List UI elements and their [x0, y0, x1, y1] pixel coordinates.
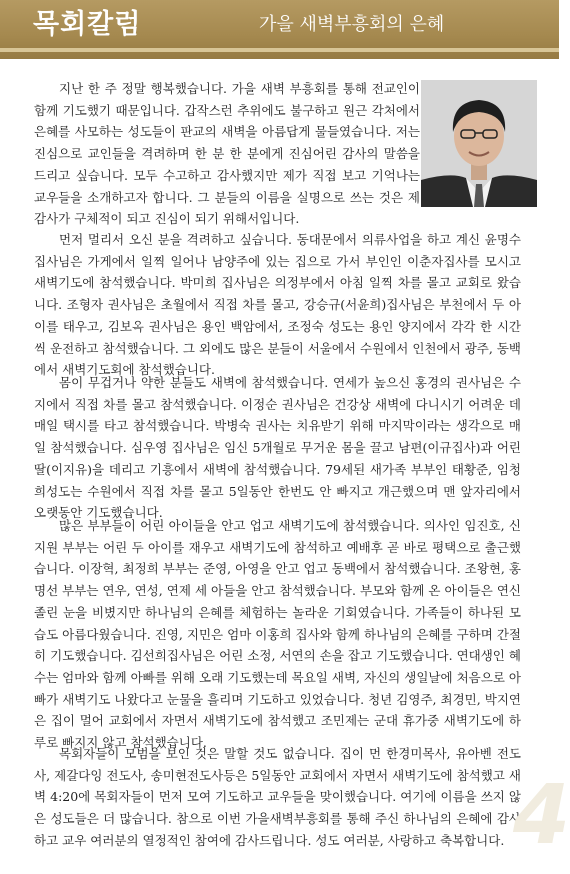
column-title: 목회칼럼	[33, 9, 142, 40]
paragraph-4: 많은 부부들이 어린 아이들을 안고 업고 새벽기도에 참석했습니다. 의사인 임진호, 신지원 부부는 어린 두 아이를 재우고 새벽기도에 참석하고 예배후 곧 바로 평택으로 출근했습니다. 이장혁, 최정희 부부는 준영, 아영을 안고 업고 동백에서 참석했습니다. 조왕현, 홍명선 부부는 연우, 연성, 연제 세 아들을 안고 참석했습니다. 부모와 함께 온 아이들은 연신 졸린 눈을 비볐지만 하나님의 은혜를 체험하는 놀라운 기회였습니다. 가족들이 하나된 모습도 아름다웠습니다. 진영, 지민은 엄마 이홍희 집사와 함께 하나님의 은혜를 구하며 간절히 기도했습니다. 김선희집사님은 어린 소정, 서연의 손을 잡고 기도했습니다. 연대생인 혜수는 엄마와 함께 아빠를 위해 오래 기도했는데 목요일 새벽, 자신의 생일날에 처음으로 아빠가 새벽기도 나왔다고 눈물을 흘리며 기도하고 있었습니다. 청년 김영주, 최경민, 박지연은 집이 멀어 교회에서 자면서 새벽기도에 참석했고 조민제는 군대 휴가중 새벽기도에 하루로 빠지지 않고 참석했습니다.	[34, 518, 521, 751]
header-stripe	[0, 48, 559, 52]
column-subtitle: 가을 새벽부흥회의 은혜	[259, 14, 445, 35]
pastor-photo	[421, 80, 537, 207]
column-header	[0, 0, 559, 59]
paragraph-3: 몸이 무겁거나 약한 분들도 새벽에 참석했습니다. 연세가 높으신 홍경의 권사님은 수지에서 직접 차를 몰고 참석했습니다. 이정순 권사님은 건강상 새벽에 다니시기 어려운 데 매일 택시를 타고 참석했습니다. 박병숙 권사는 치유받기 위해 마지막이라는 생각으로 매일 참석했습니다. 심우영 집사님은 임신 5개월로 무거운 몸을 끌고 남편(이규집사)과 어린 딸(이지유)을 데리고 기흥에서 새벽에 참석했습니다. 79세된 새가족 부부인 태황준, 임청희성도는 수원에서 직접 차를 몰고 5일동안 한번도 안 빠지고 개근했으며 맨 앞자리에서 오랫동안 기도했습니다.	[34, 375, 521, 521]
paragraph-1: 지난 한 주 정말 행복했습니다. 가을 새벽 부흥회를 통해 전교인이 함께 기도했기 때문입니다. 갑작스런 추위에도 불구하고 원근 각처에서 은혜를 사모하는 성도들이 판교의 새벽을 아름답게 물들였습니다. 저는 진심으로 교인들을 격려하며 한 분 한 분에게 진심어린 감사의 말씀을 드리고 싶습니다. 모두 수고하고 감사했지만 제가 직접 보고 기억나는 교우들을 소개하고자 합니다. 그 분들의 이름을 실명으로 쓰는 것은 제 감사가 구체적이 되고 진심이 되기 위해서입니다.	[34, 81, 420, 227]
paragraph-5: 목회자들이 모범을 보인 것은 말할 것도 없습니다. 집이 먼 한경미목사, 유아벤 전도사, 제갈다잉 전도사, 송미현전도사등은 5일동안 교회에서 자면서 새벽기도에 참석했고 새벽 4:20에 목회자들이 먼저 모여 기도하고 교우들을 맞이했습니다. 여기에 이름을 쓰지 않은 성도들은 더 많습니다. 참으로 이번 가을새벽부흥회를 통해 주신 하나님의 은혜에 감사하고 교우 여러분의 열정적인 참여에 감사드립니다. 성도 여러분, 사랑하고 축복합니다.	[34, 746, 521, 848]
page-number: 4	[513, 768, 570, 863]
paragraph-2: 먼저 멀리서 오신 분을 격려하고 싶습니다. 동대문에서 의류사업을 하고 계신 윤명수집사님은 가게에서 일찍 일어나 남양주에 있는 집으로 가서 부인인 이춘자집사를 모시고 새벽기도에 참석했습니다. 박미희 집사님은 의정부에서 아침 일찍 차를 몰고 교회로 왔습니다. 조형자 권사님은 초월에서 직접 차를 몰고, 강승규(서윤희)집사님은 부천에서 두 아이를 태우고, 김보옥 권사님은 용인 백암에서, 조정숙 성도는 용인 양지에서 각각 한 시간씩 운전하고 참석했습니다. 그 외에도 많은 분들이 서울에서 수원에서 인천에서 광주, 동백에서 새벽기도회에 참석했습니다.	[34, 232, 521, 378]
